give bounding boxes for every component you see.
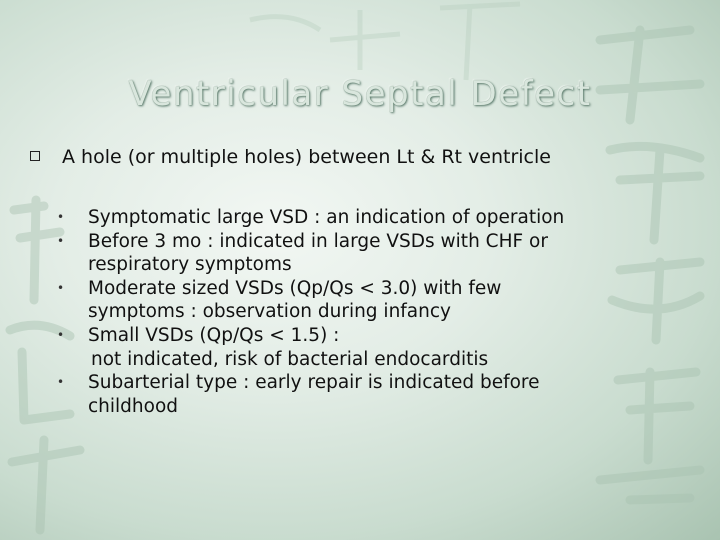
bullet-item [57, 230, 648, 277]
bullet-line: Before 3 mo : indicated in large VSDs with CHF or [88, 230, 548, 252]
checkbox-square-icon [30, 151, 40, 161]
bullet-item [57, 277, 648, 324]
bullet-line: symptoms : observation during infancy [88, 301, 451, 323]
dot-bullet-icon: • [57, 327, 65, 342]
slide-title: Ventricular Septal Defect [128, 74, 592, 114]
dot-bullet-icon: • [57, 375, 65, 390]
bullet-line: Subarterial type : early repair is indicated before [88, 372, 540, 394]
bullet-line: respiratory symptoms [88, 254, 292, 276]
bullet-list [57, 206, 648, 418]
bullet-item [57, 206, 648, 230]
dot-bullet-icon: • [57, 280, 65, 295]
bullet-line: Small VSDs (Qp/Qs < 1.5) : [88, 324, 340, 346]
lead-statement [62, 146, 551, 168]
lead-text: A hole (or multiple holes) between Lt & Rt ventricle [62, 146, 551, 168]
dot-bullet-icon: • [57, 210, 65, 224]
bullet-item [57, 324, 648, 371]
bullet-line: Moderate sized VSDs (Qp/Qs < 3.0) with few [88, 277, 502, 299]
bullet-item [57, 371, 648, 418]
bullet-continuation: not indicated, risk of bacterial endocarditis [91, 348, 489, 370]
bullet-line: childhood [88, 395, 179, 417]
dot-bullet-icon: • [57, 233, 65, 248]
bullet-line: Symptomatic large VSD : an indication of operation [88, 207, 565, 228]
